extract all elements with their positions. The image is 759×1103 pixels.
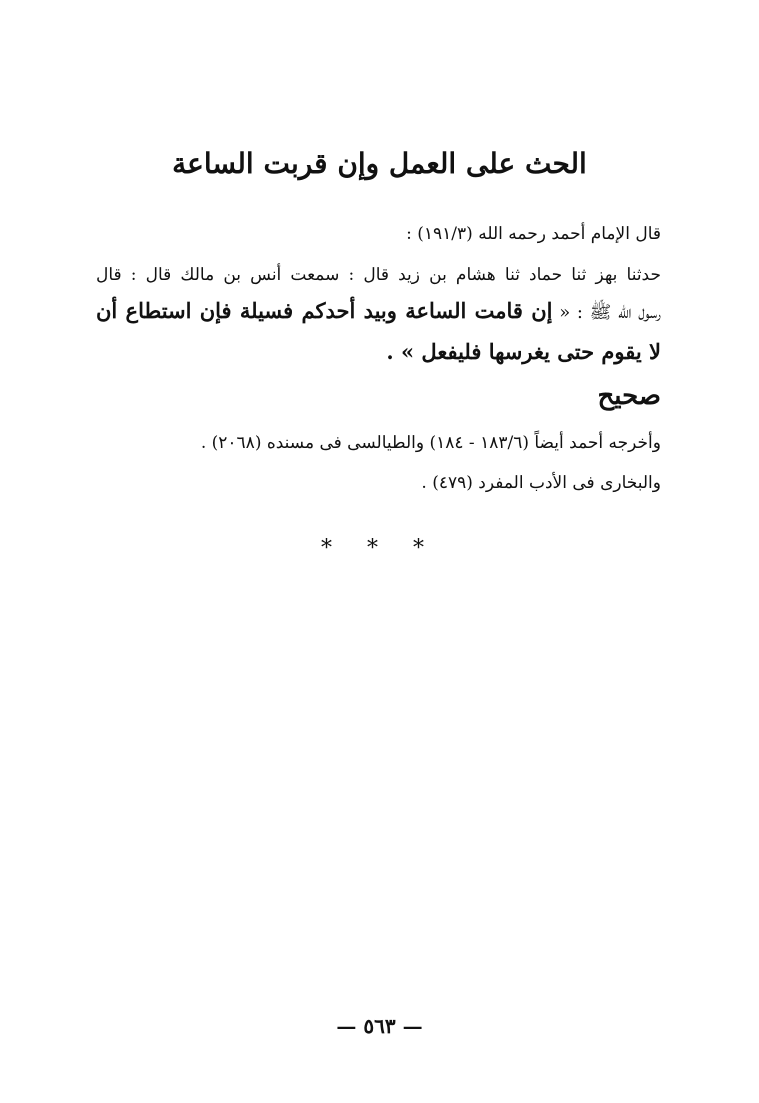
matn-part-2: لا يقوم حتى يغرسها فليفعل » .	[386, 339, 661, 364]
isnad-prefix: رسول الله ﷺ : «	[559, 302, 661, 323]
isnad-line: حدثنا بهز ثنا حماد ثنا هشام بن زيد قال : سمعت أنس بن مالك قال : قال	[96, 265, 661, 285]
intro-line: قال الإمام أحمد رحمه الله (١٩١/٣) :	[406, 224, 661, 244]
matn-part-1: إن قامت الساعة وبيد أحدكم فسيلة فإن استطاع أن	[96, 298, 553, 323]
section-separator: * * *	[321, 536, 438, 561]
hadith-line-1	[96, 296, 661, 328]
section-title: الحث على العمل وإن قربت الساعة	[172, 147, 587, 180]
takhrij-line-2: والبخارى فى الأدب المفرد (٤٧٩) .	[421, 473, 661, 493]
takhrij-line-1: وأخرجه أحمد أيضاً (١٨٣/٦ - ١٨٤) والطيالسى فى مسنده (٢٠٦٨) .	[200, 433, 661, 453]
page-number: — ٥٦٣ —	[336, 1014, 423, 1038]
hadith-grade: صحيح	[597, 381, 661, 411]
